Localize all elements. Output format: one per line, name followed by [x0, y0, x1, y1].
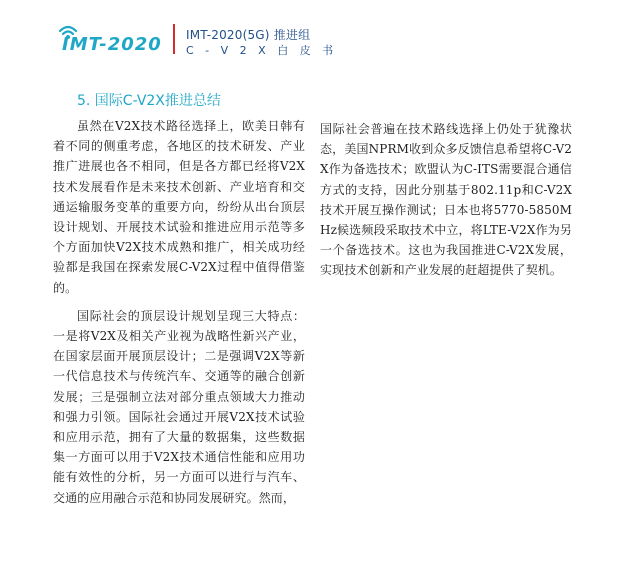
left-column: [53, 116, 305, 516]
body-paragraph: 国际社会的顶层设计规划呈现三大特点：一是将V2X及相关产业视为战略性新兴产业，在国家层面开展顶层设计；二是强调V2X等新一代信息技术与传统汽车、交通等的融合创新发展；三是强制立法对部分重点领域大力推动和强力引领。国际社会通过开展V2X技术试验和应用示范，拥有了大量的数据集，这些数据集一方面可以用于V2X技术通信性能和应用功能有效性的分析，另一方面可以进行与汽车、交通的应用融合示范和协同发展研究。然而，: [53, 308, 305, 505]
header-divider: [173, 24, 175, 54]
header-subtitle: C - V 2 X 白 皮 书: [186, 44, 338, 57]
body-paragraph: 虽然在V2X技术路径选择上，欧美日韩有着不同的侧重考虑，各地区的技术研发、产业推广进展也各不相同，但是各方都已经将V2X技术发展看作是未来技术创新、产业培育和交通运输服务变革的重要方向，纷纷从出台顶层设计规划、开展技术试验和推进应用示范等多个方面加快V2X技术成熟和推广，相关成功经验都是我国在探索发展C-V2X过程中值得借鉴的。: [53, 119, 305, 295]
page-header: [52, 18, 472, 60]
imt2020-logo: [52, 18, 162, 60]
header-title: IMT-2020(5G) 推进组: [186, 28, 311, 42]
logo-text: IMT-2020: [62, 34, 162, 55]
right-column: [320, 119, 572, 281]
body-paragraph: 国际社会普遍在技术路线选择上仍处于犹豫状态，美国NPRM收到众多反馈信息希望将C-V2X作为备选技术；欧盟认为C-ITS需要混合通信方式的支持，因此分别基于802.11p和C-V2X技术开展互操作测试；日本也将5770-5850MHz候选频段采取技术中立，将LTE-V2X作为另一个备选技术。这也为我国推进C-V2X发展，实现技术创新和产业发展的赶超提供了契机。: [320, 122, 572, 278]
section-title: 5. 国际C-V2X推进总结: [77, 93, 221, 109]
